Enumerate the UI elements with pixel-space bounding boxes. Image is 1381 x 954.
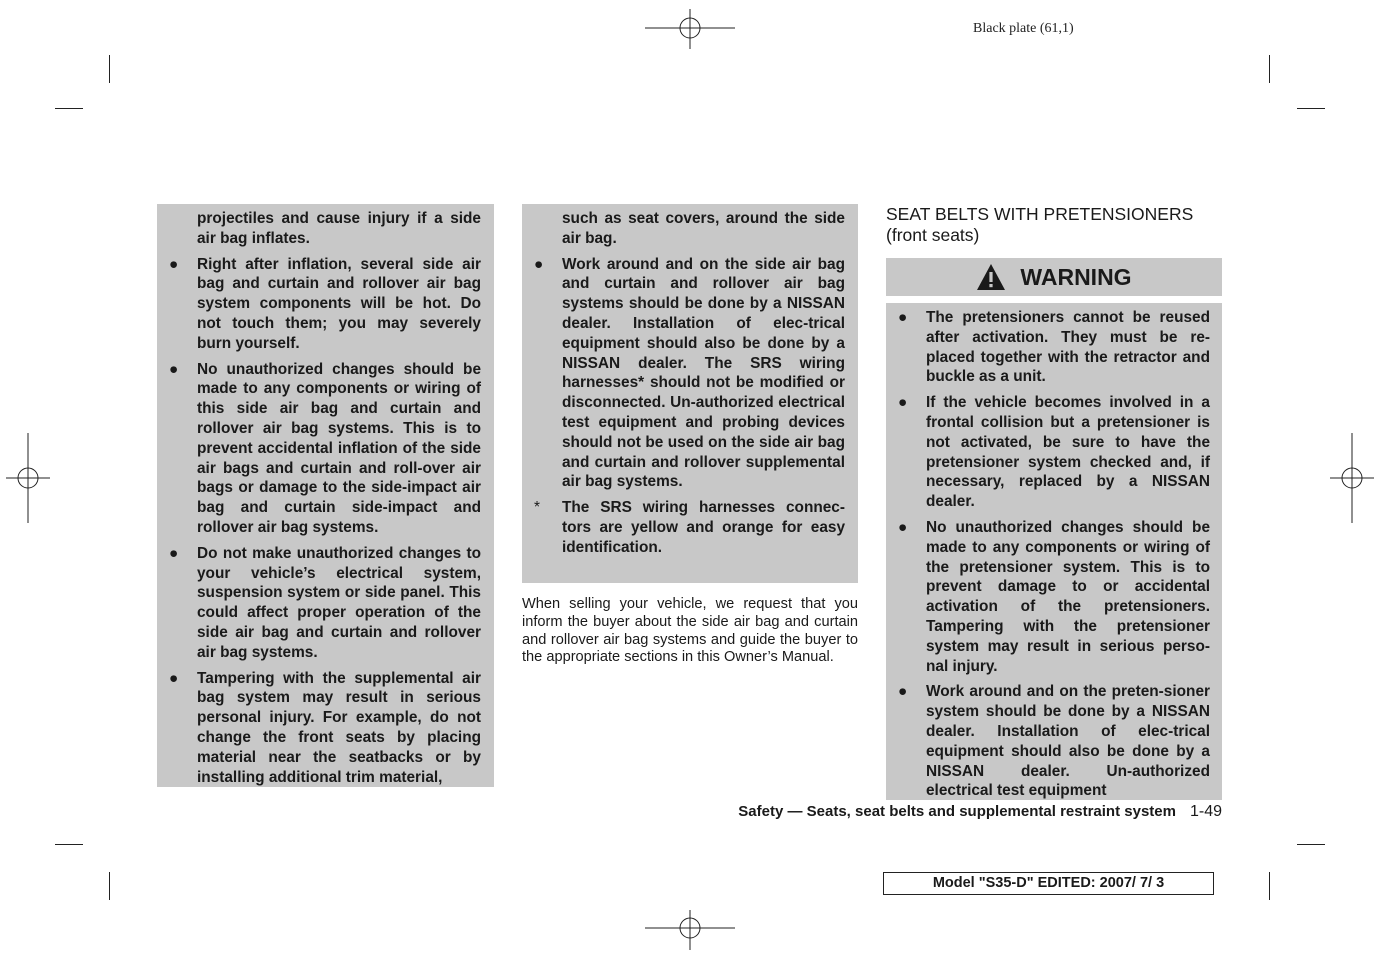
footnote (522, 498, 845, 557)
body-paragraph: When selling your vehicle, we request that you inform the buyer about the side air bag and curtain and rollover air bag systems and guide the buyer to the appropriate sections in this Owner’s Manual. (522, 596, 858, 666)
crop-mark (1269, 872, 1270, 900)
continuation-text (157, 209, 481, 249)
bullet-icon: ● (169, 360, 179, 378)
list-item (522, 255, 845, 493)
crosshair-icon (6, 433, 50, 523)
warning-header (886, 258, 1222, 296)
warning-box-column-2 (522, 204, 858, 583)
crosshair-icon (645, 9, 735, 49)
list-item (157, 255, 481, 354)
page-footer (600, 803, 1222, 821)
paragraph-text: projectiles and cause injury if a side air bag inflates. (197, 210, 481, 247)
bullet-icon: ● (169, 544, 179, 562)
warning-box-column-3 (886, 303, 1222, 800)
bullet-icon: ● (169, 255, 179, 273)
crop-mark (109, 55, 110, 83)
paragraph-text: Right after inflation, several side air bag and curtain and rollover air bag system components will be hot. Do not touch them; you may severely burn yourself. (197, 255, 481, 352)
warning-triangle-icon (976, 263, 1006, 291)
crop-mark (1269, 55, 1270, 83)
list-item (886, 393, 1210, 512)
warning-box-column-1 (157, 204, 494, 787)
model-edited-label: Model "S35-D" EDITED: 2007/ 7/ 3 (883, 872, 1214, 895)
warning-label: WARNING (1020, 263, 1132, 290)
bullet-icon: ● (169, 669, 179, 687)
paragraph-text: Do not make unauthorized changes to your vehicle’s electrical system, suspension system or side panel. This could affect proper operation of the side air bag and curtain and rollover air bag systems. (197, 544, 481, 661)
paragraph-text: No unauthorized changes should be made to any components or wiring of the pretensioner system. This is to prevent damage to or accidental activation of the pretensioners. Tampering with the pretensioner system may result in serious perso-nal injury. (926, 518, 1210, 675)
footnote-marker: * (534, 499, 540, 517)
continuation-text (522, 209, 845, 249)
paragraph-text: such as seat covers, around the side air bag. (562, 210, 845, 247)
paragraph-text: If the vehicle becomes involved in a frontal collision but a pretensioner is not activated, be sure to have the pretensioner system checked and, if necessary, replaced by a NISSAN dealer. (926, 394, 1210, 511)
crop-mark (55, 844, 83, 845)
bullet-icon: ● (898, 394, 908, 412)
footer-section-title: Safety — Seats, seat belts and supplemental restraint system (738, 803, 1176, 820)
paragraph-text: The pretensioners cannot be reused after activation. They must be re-placed together with the retractor and buckle as a unit. (926, 309, 1210, 386)
crop-mark (1297, 108, 1325, 109)
bullet-icon: ● (898, 309, 908, 326)
footnote-text: The SRS wiring harnesses connec-tors are yellow and orange for easy identification. (562, 499, 845, 556)
list-item (886, 308, 1210, 387)
plate-label: Black plate (61,1) (973, 21, 1074, 36)
list-item (157, 669, 481, 788)
section-title (886, 204, 1222, 246)
crop-mark (109, 872, 110, 900)
crosshair-icon (645, 910, 735, 950)
list-item (886, 518, 1210, 676)
paragraph-text: No unauthorized changes should be made to any components or wiring of this side air bag and curtain and rollover air bag systems. This is to prevent accidental inflation of the side air bags and curtain and roll-over air bags or damage to the side-impact air bag and curtain side-impact and rollover air bag systems. (197, 360, 481, 536)
list-item (157, 544, 481, 663)
list-item (157, 360, 481, 538)
paragraph-text: Work around and on the side air bag and curtain and rollover air bag systems should be done by a NISSAN dealer. Installation of elec-trical equipment should also be done by a NISSAN dealer. The SRS wiring harnesses* should not be modified or disconnected. Un-authorized electrical test equipment and probing devices should not be used on the side air bag and curtain and rollover supplemental air bag systems. (562, 255, 845, 491)
bullet-icon: ● (898, 683, 908, 701)
list-item (886, 682, 1210, 800)
crosshair-icon (1330, 433, 1374, 523)
crop-mark (1297, 844, 1325, 845)
bullet-icon: ● (898, 518, 908, 536)
page-number: 1-49 (1189, 803, 1222, 820)
bullet-icon: ● (534, 255, 544, 273)
section-title-line: SEAT BELTS WITH PRETENSIONERS (886, 204, 1194, 224)
paragraph-text: Work around and on the preten-sioner system should be done by a NISSAN dealer. Installation of elec-trical equipment should also be done by a NISSAN dealer. Un-authorized electrical test equipment (926, 683, 1210, 800)
section-title-subline: (front seats) (886, 225, 980, 245)
paragraph-text: Tampering with the supplemental air bag system may result in serious personal injury. For example, do not change the front seats by placing material near the seatbacks or by installing additional trim material, (197, 669, 481, 786)
crop-mark (55, 108, 83, 109)
